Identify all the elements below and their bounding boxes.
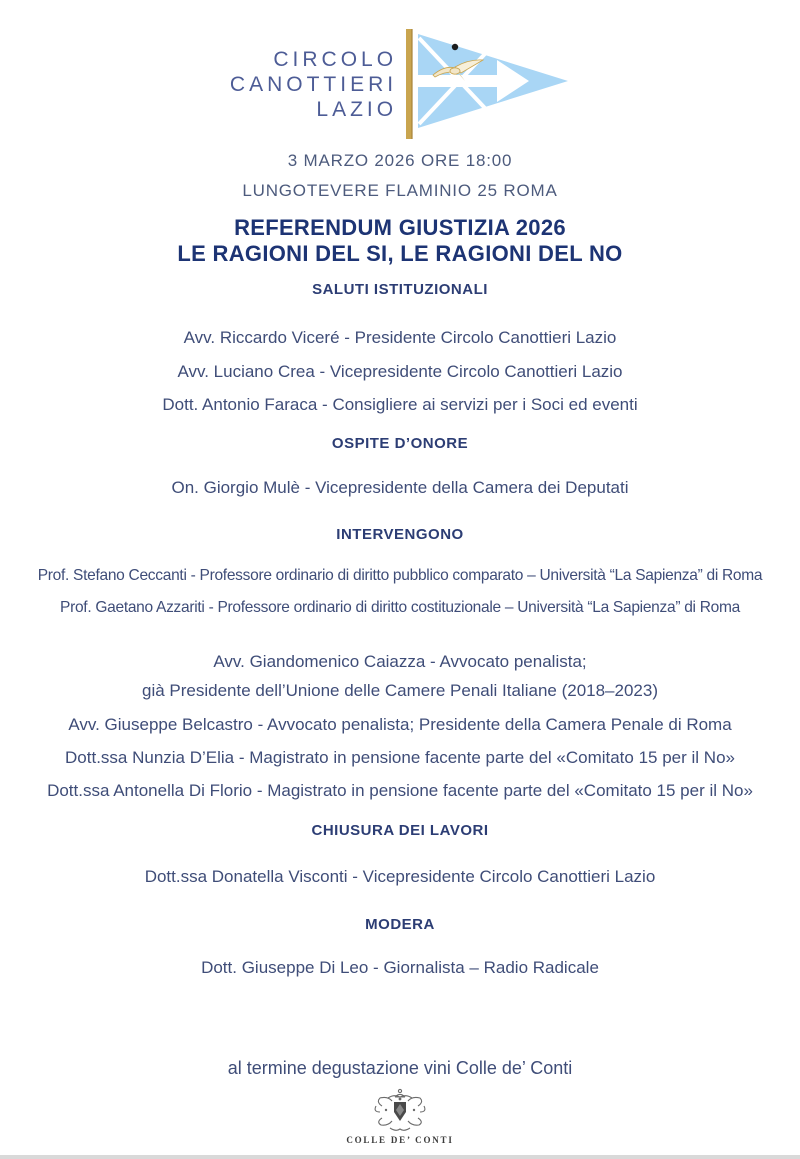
club-name-line-3: LAZIO [316,97,398,121]
scan-edge-shadow [0,1155,800,1159]
event-address: LUNGOTEVERE FLAMINIO 25 ROMA [242,181,558,200]
flag-mast [406,29,412,139]
speaker-line: Avv. Luciano Crea - Vicepresidente Circolo Canottieri Lazio [177,362,623,381]
speaker-line: Dott.ssa Nunzia D’Elia - Magistrato in pensione facente parte del «Comitato 15 per il No» [65,748,735,767]
section-chiusura-dei-lavori [0,821,800,891]
section-saluti-istituzionali [0,280,800,419]
club-name [230,47,397,122]
section-heading: INTERVENGONO [336,526,464,543]
pennant-flag-icon [405,29,570,139]
section-heading: MODERA [365,916,435,933]
section-heading: CHIUSURA DEI LAVORI [311,822,489,839]
speaker-line: Avv. Riccardo Viceré - Presidente Circolo Canottieri Lazio [183,328,617,347]
section-heading: SALUTI ISTITUZIONALI [312,281,488,298]
winery-name: COLLE DE’ CONTI [346,1135,454,1145]
speaker-line: Avv. Giuseppe Belcastro - Avvocato penalista; Presidente della Camera Penale di Roma [68,715,732,734]
club-logo [0,33,800,135]
section-modera [0,915,800,982]
club-name-line-1: CIRCOLO [273,47,398,71]
speaker-line: Dott. Giuseppe Di Leo - Giornalista – Radio Radicale [201,958,599,977]
event-title [0,215,800,267]
speaker-line: Dott.ssa Donatella Visconti - Vicepresidente Circolo Canottieri Lazio [144,867,656,886]
section-intervengono [0,525,800,805]
speaker-line: già Presidente dell’Unione delle Camere Penali Italiane (2018–2023) [141,681,658,700]
flag-dot [452,44,458,50]
winery-crest-icon [0,1088,800,1134]
event-datetime: 3 MARZO 2026 ORE 18:00 [287,151,513,170]
club-name-line-2: CANOTTIERI [229,72,398,96]
speaker-line: Prof. Gaetano Azzariti - Professore ordinario di diritto costituzionale – Università “La Sapienza” di Roma [60,599,740,616]
speaker-line: On. Giorgio Mulè - Vicepresidente della Camera dei Deputati [171,478,629,497]
section-ospite-donore [0,434,800,502]
event-title-line-1: REFERENDUM GIUSTIZIA 2026 [234,215,566,240]
tasting-note: al termine degustazione vini Colle de’ Conti [227,1058,573,1078]
speaker-line: Dott.ssa Antonella Di Florio - Magistrato in pensione facente parte del «Comitato 15 per il No» [47,781,753,800]
speaker-line: Prof. Stefano Ceccanti - Professore ordinario di diritto pubblico comparato – Università “La Sapienza” di Roma [37,567,763,584]
speaker-line: Dott. Antonio Faraca - Consigliere ai servizi per i Soci ed eventi [162,395,638,414]
section-heading: OSPITE D’ONORE [331,435,469,452]
event-title-line-2: LE RAGIONI DEL SI, LE RAGIONI DEL NO [177,241,623,266]
speaker-line: Avv. Giandomenico Caiazza - Avvocato penalista; [213,652,587,671]
